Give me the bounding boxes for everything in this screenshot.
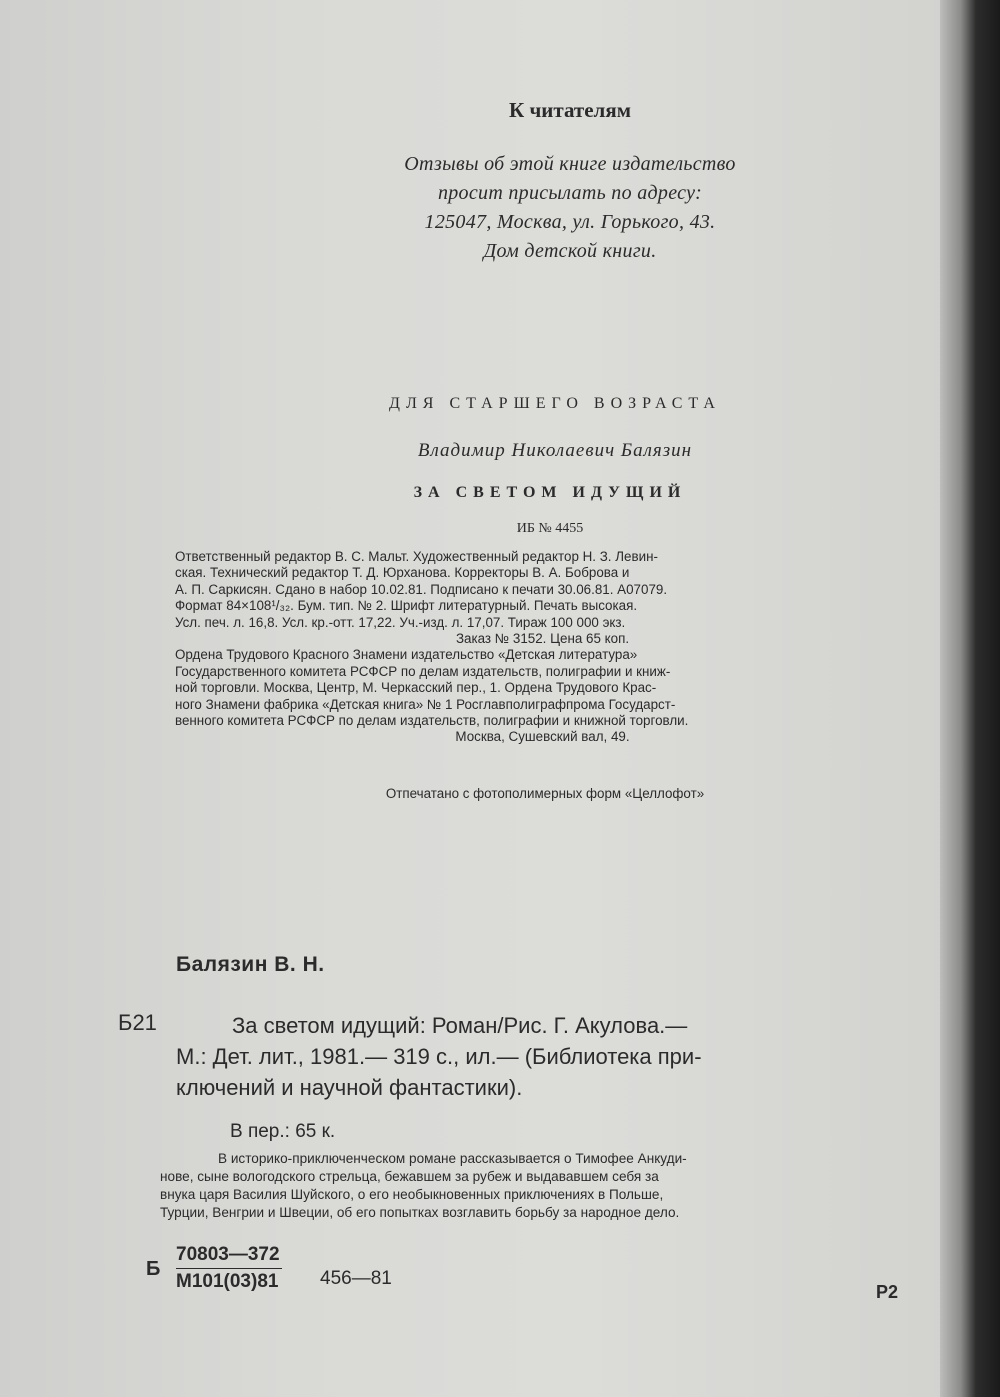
author-full-name: Владимир Николаевич Балязин xyxy=(417,440,693,461)
fraction-side-code: 456—81 xyxy=(320,1268,392,1289)
imprint-line: А. П. Саркисян. Сдано в набор 10.02.81. Подписано к печати 30.06.81. А07079. xyxy=(175,581,668,597)
bib-line: ключений и научной фантастики). xyxy=(176,1075,523,1100)
annotation-line: нове, сыне вологодского стрельца, бежавшем за рубеж и выдававшем себя за xyxy=(160,1169,659,1184)
bibliographic-entry xyxy=(176,1010,906,1103)
book-annotation xyxy=(160,1150,905,1222)
printed-from-note: Отпечатано с фотополимерных форм «Целлофот» xyxy=(385,786,705,801)
catalog-price: В пер.: 65 к. xyxy=(230,1121,336,1142)
to-readers-line: просит присылать по адресу: xyxy=(437,182,703,204)
annotation-line: Турции, Венгрии и Швеции, об его попытках возглавить борьбу за народное дело. xyxy=(160,1205,680,1220)
bib-line: За светом идущий: Роман/Рис. Г. Акулова.— xyxy=(232,1013,688,1038)
catalog-fraction xyxy=(176,1244,282,1293)
fraction-denominator: М101(03)81 xyxy=(176,1271,279,1292)
bbk-code: Р2 xyxy=(876,1282,899,1302)
imprint-line: ская. Технический редактор Т. Д. Юрханова. Корректоры В. А. Боброва и xyxy=(175,565,630,581)
imprint-details xyxy=(175,549,910,746)
imprint-line: Заказ № 3152. Цена 65 коп. xyxy=(455,631,630,647)
publisher-line: ного Знамени фабрика «Детская книга» № 1 Росглавполиграфпрома Государст- xyxy=(175,696,676,712)
annotation-line: внука царя Василия Шуйского, о его необыкновенных приключениях в Польше, xyxy=(160,1187,664,1202)
to-readers-line: 125047, Москва, ул. Горького, 43. xyxy=(424,211,716,233)
class-letter: Б xyxy=(146,1258,161,1280)
catalog-code: Б21 xyxy=(118,1010,157,1035)
to-readers-title: К читателям xyxy=(508,98,632,122)
imprint-line: Усл. печ. л. 16,8. Усл. кр.-отт. 17,22. Уч.-изд. л. 17,07. Тираж 100 000 экз. xyxy=(175,614,626,630)
imprint-line: Формат 84×108¹/₃₂. Бум. тип. № 2. Шрифт литературный. Печать высокая. xyxy=(175,598,638,614)
bib-line: М.: Дет. лит., 1981.— 319 с., ил.— (Библиотека при- xyxy=(176,1044,702,1069)
annotation-line: В историко-приключенческом романе рассказывается о Тимофее Анкуди- xyxy=(218,1151,687,1166)
book-spine-shadow xyxy=(940,0,1000,1397)
publisher-line: Государственного комитета РСФСР по делам издательств, полиграфии и книж- xyxy=(175,663,671,679)
publisher-line: венного комитета РСФСР по делам издательств, полиграфии и книжной торговли. xyxy=(175,713,689,729)
ib-number: ИБ № 4455 xyxy=(516,521,584,536)
publisher-line: ной торговли. Москва, Центр, М. Черкасский пер., 1. Ордена Трудового Крас- xyxy=(175,680,657,696)
catalog-author: Балязин В. Н. xyxy=(176,953,325,976)
fraction-numerator: 70803—372 xyxy=(176,1244,282,1269)
age-group: ДЛЯ СТАРШЕГО ВОЗРАСТА xyxy=(389,395,721,412)
imprint-line: Ответственный редактор В. С. Мальт. Художественный редактор Н. З. Левин- xyxy=(175,549,658,564)
book-title: ЗА СВЕТОМ ИДУЩИЙ xyxy=(413,484,687,501)
to-readers-address xyxy=(0,150,1000,266)
to-readers-line: Дом детской книги. xyxy=(483,240,657,262)
publisher-line: Ордена Трудового Красного Знамени издательство «Детская литература» xyxy=(175,647,638,663)
publisher-line: Москва, Сушевский вал, 49. xyxy=(455,729,630,745)
to-readers-line: Отзывы об этой книге издательство xyxy=(404,153,736,175)
